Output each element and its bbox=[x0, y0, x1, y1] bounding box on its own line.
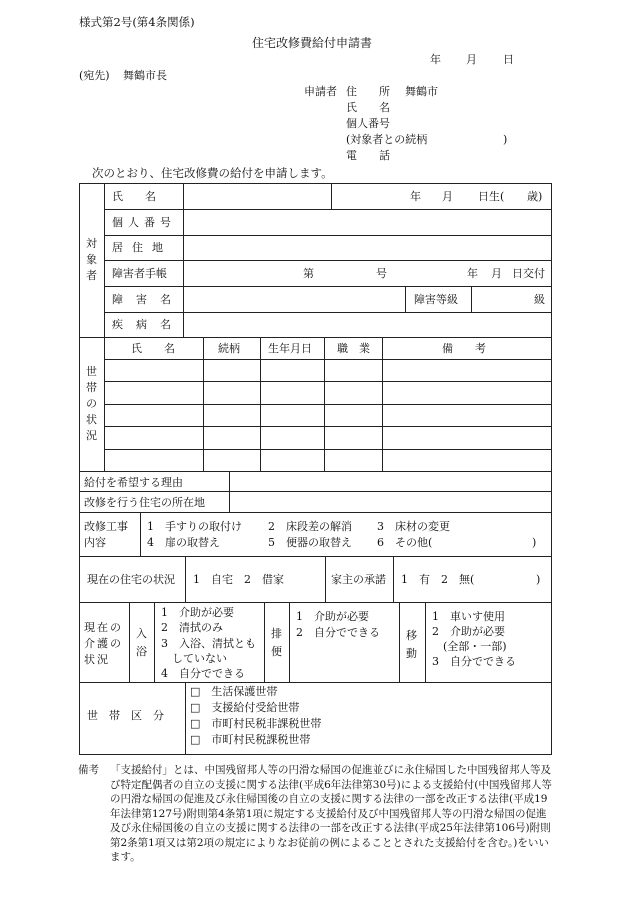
applicant-address-label: 住 所 bbox=[346, 85, 390, 98]
subject-id-label: 個人番号 bbox=[112, 216, 176, 229]
household-class-label: 世 帯 区 分 bbox=[87, 709, 164, 722]
work-option-4: 4 扉の取替え bbox=[147, 536, 220, 549]
applicant-relation-label: (対象者との続柄 bbox=[346, 133, 428, 146]
moving-label-2: 動 bbox=[406, 647, 417, 660]
moving-label-1: 移 bbox=[406, 629, 417, 642]
date-day: 日 bbox=[503, 53, 514, 66]
owner-approval-options: 1 有 2 無( bbox=[401, 573, 475, 586]
location-label: 改修を行う住宅の所在地 bbox=[84, 496, 205, 509]
toilet-option-2: 2 自分でできる bbox=[296, 626, 380, 639]
bathing-label-2: 浴 bbox=[136, 645, 147, 658]
household-col-name: 氏 名 bbox=[131, 342, 175, 355]
issue-month: 月 bbox=[491, 267, 502, 280]
household-col-relation: 続柄 bbox=[218, 342, 240, 355]
household-col-notes: 備 考 bbox=[442, 342, 486, 355]
page-title: 住宅改修費給付申請書 bbox=[252, 36, 373, 50]
household-class-option-3: □ 市町村民税非課税世帯 bbox=[190, 717, 322, 730]
intro-text: 次のとおり、住宅改修費の給付を申請します。 bbox=[92, 166, 333, 180]
moving-option-2: 2 介助が必要 bbox=[432, 625, 505, 638]
disability-grade-label: 障害等級 bbox=[414, 293, 458, 306]
date-year: 年 bbox=[430, 53, 441, 66]
handbook-number-suffix: 号 bbox=[376, 267, 387, 280]
residence-label: 居住地 bbox=[112, 241, 172, 254]
date-month: 月 bbox=[466, 53, 477, 66]
work-option-6-close: ) bbox=[532, 536, 537, 549]
household-col-job: 職 業 bbox=[337, 342, 370, 355]
grade-suffix: 級 bbox=[534, 293, 545, 306]
care-label-1: 現在の bbox=[84, 621, 123, 634]
moving-option-3: 3 自分でできる bbox=[432, 655, 516, 668]
applicant-label: 申請者 bbox=[304, 85, 337, 98]
reason-label: 給付を希望する理由 bbox=[84, 476, 183, 489]
notes-text: 「支援給付」とは、中国残留邦人等の円滑な帰国の促進並びに永住帰国した中国残留邦人等及び特定配偶者の自立の支援に関する法律(平成6年法律第30号)による支援給付(中国残留邦人等の円滑な帰国の促進及び永住帰国後の自立の支援に関する法律の一部を改正する法律(平成19年法律第127号)附則第4条第1項に規定する支援給付及び中国残留邦人等の円滑な帰国の促進及び永住帰国後の自立の支援に関する法律の一部を改正する法律(平成25年法律第106号)附則第2条第1項又は第2項の規定によりなお従前の例によることとされた支援給付を含む。)をいいます。 bbox=[110, 764, 552, 863]
birth-day: 日生( bbox=[478, 190, 505, 203]
household-class-option-2: □ 支援給付受給世帯 bbox=[190, 701, 300, 714]
household-class-option-1: □ 生活保護世帯 bbox=[190, 685, 278, 698]
moving-option-1: 1 車いす使用 bbox=[432, 610, 505, 623]
work-label-line1: 改修工事 bbox=[84, 520, 128, 533]
applicant-phone-label: 電 話 bbox=[346, 149, 390, 162]
owner-approval-label: 家主の承諾 bbox=[331, 573, 386, 586]
subject-name-label: 氏 名 bbox=[112, 190, 156, 203]
applicant-relation-close: ) bbox=[503, 133, 508, 146]
applicant-address-value: 舞鶴市 bbox=[405, 85, 438, 98]
applicant-id-label: 個人番号 bbox=[346, 117, 390, 130]
bathing-option-1: 1 介助が必要 bbox=[161, 606, 234, 619]
bathing-option-3b: していない bbox=[161, 652, 227, 665]
work-option-5: 5 便器の取替え bbox=[268, 536, 352, 549]
age-label: 歳) bbox=[527, 190, 543, 203]
toilet-option-1: 1 介助が必要 bbox=[296, 610, 369, 623]
household-class-option-4: □ 市町村民税課税世帯 bbox=[190, 733, 311, 746]
disease-label: 疾病名 bbox=[112, 318, 184, 331]
applicant-name-label: 氏 名 bbox=[346, 101, 390, 114]
bathing-option-3: 3 入浴、清拭とも bbox=[161, 637, 256, 650]
bathing-option-2: 2 清拭のみ bbox=[161, 621, 223, 634]
toilet-label-1: 排 bbox=[271, 627, 282, 640]
moving-option-2b: (全部・一部) bbox=[432, 640, 507, 653]
housing-options: 1 自宅 2 借家 bbox=[193, 573, 284, 586]
bathing-option-4: 4 自分でできる bbox=[161, 667, 245, 680]
subject-section-label: 対象者 bbox=[86, 237, 97, 282]
disability-name-label: 障害名 bbox=[112, 293, 184, 306]
form-number: 様式第2号(第4条関係) bbox=[79, 15, 195, 29]
notes-block bbox=[78, 763, 552, 865]
owner-approval-close: ) bbox=[536, 573, 541, 586]
birth-month: 月 bbox=[442, 190, 453, 203]
addressee-prefix: (宛先) bbox=[79, 69, 110, 82]
issue-year: 年 bbox=[467, 267, 478, 280]
birth-year: 年 bbox=[410, 190, 421, 203]
household-section-label: 世帯の状況 bbox=[86, 365, 97, 442]
work-option-1: 1 手すりの取付け bbox=[147, 520, 242, 533]
work-option-6: 6 その他( bbox=[377, 536, 433, 549]
handbook-number-prefix: 第 bbox=[303, 267, 314, 280]
household-col-birth: 生年月日 bbox=[268, 342, 312, 355]
notes-label: 備考 bbox=[78, 764, 99, 776]
addressee: 舞鶴市長 bbox=[123, 69, 167, 82]
care-label-2: 介護の bbox=[84, 637, 123, 650]
care-label-3: 状況 bbox=[84, 653, 110, 666]
bathing-label-1: 入 bbox=[136, 627, 147, 640]
issue-day: 日交付 bbox=[512, 267, 545, 280]
work-label-line2: 内容 bbox=[84, 536, 106, 549]
toilet-label-2: 便 bbox=[271, 645, 282, 658]
work-option-2: 2 床段差の解消 bbox=[268, 520, 352, 533]
handbook-label: 障害者手帳 bbox=[112, 267, 167, 280]
work-option-3: 3 床材の変更 bbox=[377, 520, 450, 533]
housing-label: 現在の住宅の状況 bbox=[87, 573, 175, 586]
